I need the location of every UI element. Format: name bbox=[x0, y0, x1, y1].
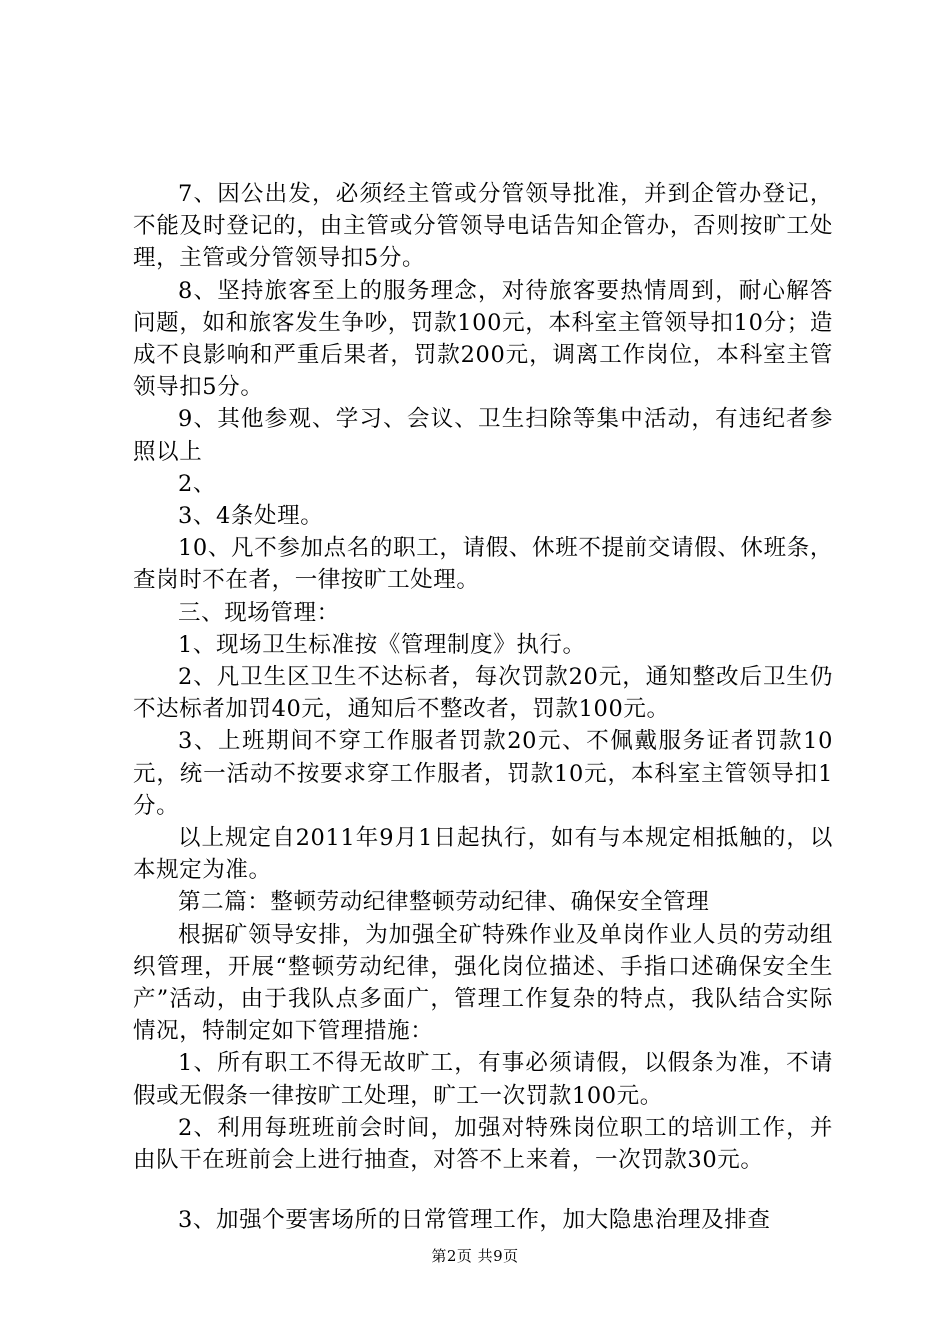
paragraph-site-2: 2、凡卫生区卫生不达标者，每次罚款20元，通知整改后卫生仍不达标者加罚40元，通知后不整改者，罚款100元。 bbox=[133, 664, 833, 723]
paragraph-site-1: 1、现场卫生标准按《管理制度》执行。 bbox=[178, 631, 586, 658]
paragraph-fragment-3-4: 3、4条处理。 bbox=[178, 503, 324, 530]
paragraph-measure-3: 3、加强个要害场所的日常管理工作，加大隐患治理及排查 bbox=[178, 1207, 771, 1234]
paragraph-item-8-service: 8、坚持旅客至上的服务理念，对待旅客要热情周到，耐心解答问题，如和旅客发生争吵，罚款100元，本科室主管领导扣10分；造成不良影响和严重后果者，罚款200元，调离工作岗位，本科室主管领导扣5分。 bbox=[133, 277, 833, 401]
paragraph-effective-date: 以上规定自2011年9月1日起执行，如有与本规定相抵触的，以本规定为准。 bbox=[133, 825, 833, 884]
section-heading-site-management: 三、现场管理： bbox=[178, 599, 340, 626]
document-body bbox=[133, 178, 833, 1237]
chapter-heading-part-two: 第二篇：整顿劳动纪律整顿劳动纪律、确保安全管理 bbox=[178, 889, 710, 916]
paragraph-item-7-travel: 7、因公出发，必须经主管或分管领导批准，并到企管办登记，不能及时登记的，由主管或分管领导电话告知企管办，否则按旷工处理，主管或分管领导扣5分。 bbox=[133, 181, 833, 272]
paragraph-fragment-2: 2、 bbox=[178, 470, 217, 497]
paragraph-intro-part-two: 根据矿领导安排，为加强全矿特殊作业及单岗作业人员的劳动组织管理，开展“整顿劳动纪律，强化岗位描述、手指口述确保安全生产”活动，由于我队点多面广，管理工作复杂的特点，我队结合实际情况，特制定如下管理措施： bbox=[133, 921, 833, 1045]
paragraph-measure-2: 2、利用每班班前会时间，加强对特殊岗位职工的培训工作，并由队干在班前会上进行抽查，对答不上来着，一次罚款30元。 bbox=[133, 1114, 833, 1174]
paragraph-measure-1: 1、所有职工不得无故旷工，有事必须请假，以假条为准，不请假或无假条一律按旷工处理，旷工一次罚款100元。 bbox=[133, 1050, 833, 1109]
paragraph-site-3: 3、上班期间不穿工作服者罚款20元、不佩戴服务证者罚款10元，统一活动不按要求穿工作服者，罚款10元，本科室主管领导扣1分。 bbox=[133, 728, 833, 819]
paragraph-item-9-activities: 9、其他参观、学习、会议、卫生扫除等集中活动，有违纪者参照以上 bbox=[133, 406, 833, 465]
paragraph-item-10-rollcall: 10、凡不参加点名的职工，请假、休班不提前交请假、休班条，查岗时不在者，一律按旷工处理。 bbox=[133, 535, 833, 594]
page-number-footer: 第2页 共9页 bbox=[431, 1247, 519, 1265]
